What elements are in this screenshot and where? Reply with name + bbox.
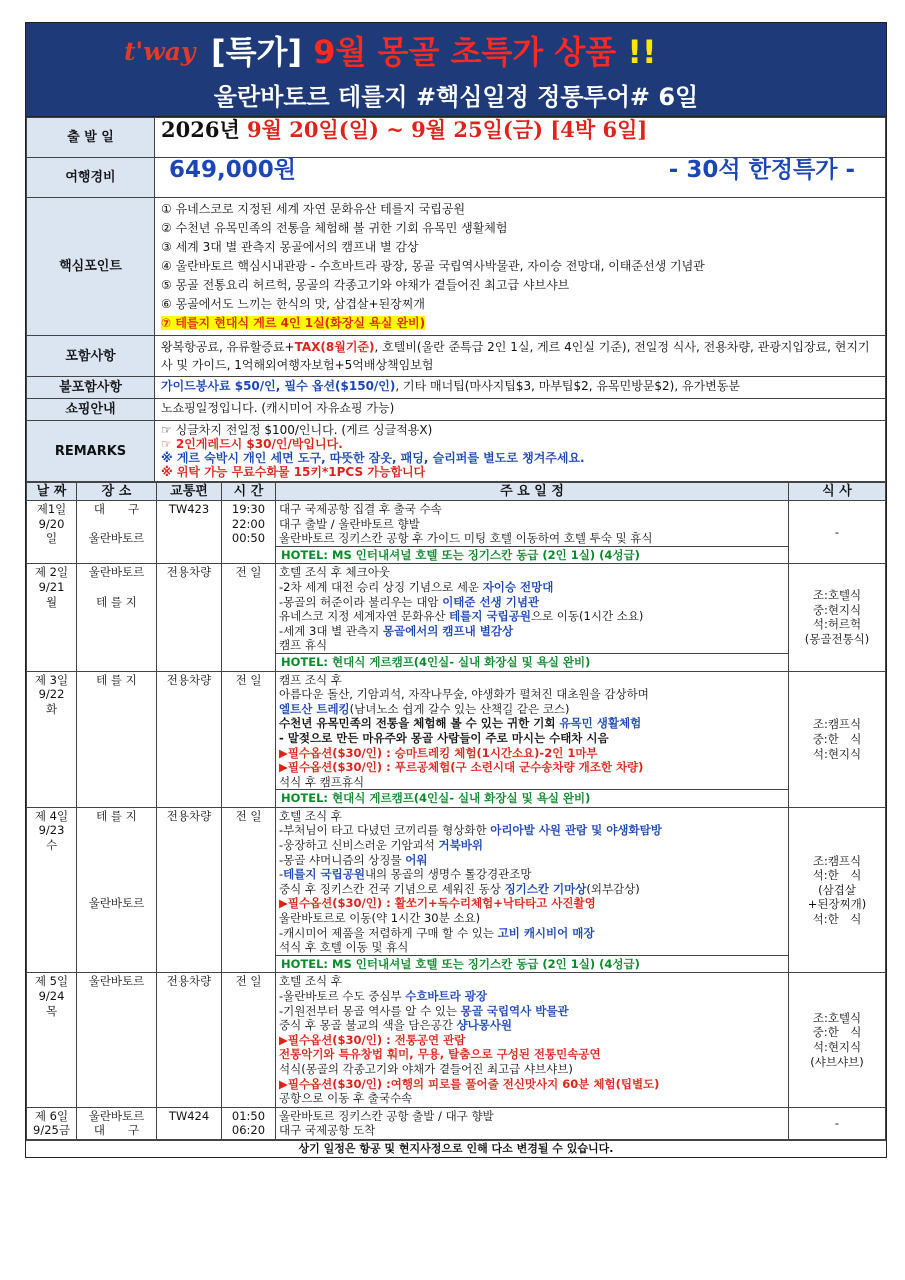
day-date: 제 2일 9/21 월 [27,564,77,671]
itinerary-line: 호텔 조식 후 [279,808,342,823]
day-itinerary [276,501,789,564]
departure-year: 2026년 [161,117,240,142]
place-highlight: 징기스칸 기마상 [504,881,587,896]
itinerary-line: 엘트산 트레킹(남녀노소 쉽게 갈수 있는 산책길 같은 코스) [279,701,570,716]
day-date: 제 5일 9/24 목 [27,973,77,1107]
day-itinerary [276,807,789,973]
day-meal: - [789,501,886,564]
day-meal: 조:캠프식 석:한 식 (삼겹살 +된장찌개) 석:한 식 [789,807,886,973]
excluded-label: 불포함사항 [27,377,155,399]
day-place: 테 를 지 울란바토르 [77,807,157,973]
itinerary-line: 캠프 조식 후 [279,672,342,687]
tway-logo: t'way [124,37,196,66]
itinerary-line: 석식 후 캠프휴식 [279,774,365,789]
itinerary-line: -캐시미어 제품을 저렴하게 구매 할 수 있는 고비 캐시비어 매장 [279,925,595,940]
day-place: 테 를 지 [77,671,157,807]
place-highlight: 거북바위 [438,838,483,853]
shopping-label: 쇼핑안내 [27,399,155,421]
place-highlight: 아리아발 사원 관람 및 야생화탐방 [490,823,662,838]
schedule-row [27,671,886,807]
place-highlight: 테를지 국립공원 [449,609,531,624]
itinerary-line: 호텔 조식 후 체크아웃 [279,565,390,580]
points-highlight: ⑦ 테를지 현대식 게르 4인 1실(화장실 욕실 완비) [161,316,426,330]
itinerary-line: -기원전부터 몽골 역사를 알 수 있는 몽골 국립역사 박물관 [279,1003,569,1018]
included-text [155,336,886,377]
place-highlight: 엘트산 트레킹 [279,701,350,716]
day-time: 전 일 [222,807,276,973]
itinerary-line: 아름다운 돌산, 기암괴석, 자작나무숲, 야생화가 펼쳐진 대초원을 감상하며 [279,687,649,702]
itinerary-line: -세계 3대 별 관측지 몽골에서의 캠프내 별감상 [279,623,514,638]
points-label: 핵심포인트 [27,198,155,336]
itinerary-line: -몽골의 허준이라 불리우는 대암 이태준 선생 기념관 [279,594,540,609]
departure-dates [155,118,886,158]
itinerary-line: 전통악기와 특유창법 훠미, 무용, 탈춤으로 구성된 전통민속공연 [279,1047,601,1062]
day-place: 울란바토르 [77,973,157,1107]
itinerary-line: -웅장하고 신비스러운 기암괴석 거북바위 [279,838,483,853]
itinerary-line: 유네스코 지정 세계자연 문화유산 테를지 국립공원으로 이동(1시간 소요) [279,609,644,624]
schedule-row [27,1107,886,1139]
itinerary-line: 중식 후 징키스칸 건국 기념으로 세워진 동상 징기스칸 기마상(외부감상) [279,881,640,896]
itinerary-line: 수천년 유목민족의 전통을 체험해 볼 수 있는 귀한 기회 유목민 생활체험 [279,716,642,731]
point-item: ① 유네스코로 지정된 세계 자연 문화유산 테를지 국립공원 [161,202,466,216]
day-itinerary [276,973,789,1107]
schedule-row [27,807,886,973]
points-list [155,198,886,336]
footer-note: 상기 일정은 항공 및 현지사정으로 인해 다소 변경될 수 있습니다. [26,1140,886,1157]
hotel-line: HOTEL: 현대식 게르캠프(4인실- 실내 화장실 및 욕실 완비) [276,789,788,807]
itinerary-line: - 말젖으로 만든 마유주와 몽골 사람들이 주로 마시는 수태차 시음 [279,730,609,745]
day-transport: TW424 [157,1107,222,1139]
included-tax: TAX(8월기준) [294,340,375,354]
headline [211,27,657,73]
day-time: 01:50 06:20 [222,1107,276,1139]
hotel-line: HOTEL: 현대식 게르캠프(4인실- 실내 화장실 및 욕실 완비) [276,653,788,671]
itinerary-line: 대구 국제공항 도착 [279,1123,376,1138]
schedule-header: 장 소 [77,483,157,501]
point-item: ④ 울란바토르 핵심시내관광 - 수흐바트라 광장, 몽골 국립역사박물관, 자이승 전망대, 이태준선생 기념관 [161,259,705,273]
schedule-row [27,973,886,1107]
schedule-row [27,501,886,564]
itinerary-line: ▶필수옵션($30/인) : 푸르공체험(구 소련시대 군수송차량 개조한 차량) [279,760,644,775]
itinerary-line: 호텔 조식 후 [279,974,342,989]
place-highlight: 고비 캐시비어 매장 [497,925,595,940]
included-label: 포함사항 [27,336,155,377]
itinerary-line: 중식 후 몽골 불교의 색을 담은공간 샹나몽사원 [279,1018,513,1033]
hotel-line: HOTEL: MS 인터내셔널 호텔 또는 징기스칸 동급 (2인 1실) (4성급) [276,955,788,973]
day-place: 울란바토르 테 를 지 [77,564,157,671]
day-transport: TW423 [157,501,222,564]
schedule-table [26,482,886,1140]
day-meal: - [789,1107,886,1139]
headline-tag: [특가] [211,33,303,71]
day-date: 제 6일 9/25금 [27,1107,77,1139]
day-meal: 조:호텔식 중:한 식 석:현지식 (샤브샤브) [789,973,886,1107]
point-item: ③ 세계 3대 별 관측지 몽골에서의 캠프내 별 감상 [161,240,419,254]
itinerary-line: ▶필수옵션($30/인) : 전통공연 관람 [279,1032,466,1047]
day-date: 제 3일 9/22 화 [27,671,77,807]
day-meal: 조:호텔식 중:현지식 석:허르헉 (몽골전통식) [789,564,886,671]
day-time: 전 일 [222,564,276,671]
place-highlight: 테를지 국립공원 [283,867,365,882]
place-highlight: 어워 [405,852,428,867]
summary-table [26,117,886,482]
schedule-header: 시 간 [222,483,276,501]
itinerary-line: 석식 후 호텔 이동 및 휴식 [279,940,409,955]
itinerary-line: 캠프 휴식 [279,638,328,653]
place-highlight: 샹나몽사원 [456,1018,513,1033]
itinerary-line: -울란바토르 수도 중심부 수흐바트라 광장 [279,989,487,1003]
itinerary-line: 울란바토르로 이동(약 1시간 30분 소요) [279,911,481,926]
day-time: 전 일 [222,973,276,1107]
remark-3: ※ 게르 숙박시 개인 세면 도구, 따뜻한 잠옷, 패딩, 슬리퍼를 별도로 챙겨주세요. [161,451,585,465]
schedule-row [27,564,886,671]
place-highlight: 이태준 선생 기념관 [442,594,540,609]
price: 649,000원 [169,157,296,183]
schedule-header: 날 짜 [27,483,77,501]
shopping-text: 노쇼핑일정입니다. (캐시미어 자유쇼핑 가능) [155,399,886,421]
day-itinerary [276,1107,789,1139]
schedule-header: 주 요 일 정 [276,483,789,501]
day-transport: 전용차량 [157,564,222,671]
itinerary-line: 울란바토르 징키스칸 공항 후 가이드 미팅 호텔 이동하여 호텔 투숙 및 휴식 [279,531,653,546]
day-itinerary [276,671,789,807]
itinerary-line: -테를지 국립공원내의 몽골의 생명수 톨강경관조망 [279,867,532,882]
place-highlight: 수흐바트라 광장 [405,989,487,1003]
seat-limit: - 30석 한정특가 - [668,157,855,183]
headline-exclaim: !! [627,33,657,71]
hotel-line: HOTEL: MS 인터내셔널 호텔 또는 징기스칸 동급 (2인 1실) (4성급) [276,546,788,564]
itinerary-line: -2차 세계 대전 승리 상징 기념으로 세운 자이승 전망대 [279,579,554,594]
subtitle: 울란바토르 테를지 #핵심일정 정통투어# 6일 [213,83,699,111]
departure-label: 출 발 일 [27,118,155,158]
day-time: 19:30 22:00 00:50 [222,501,276,564]
included-pre: 왕복항공료, 유류할증료+ [161,340,295,354]
itinerary-line: 울란바토르 징키스칸 공항 출발 / 대구 향발 [279,1108,494,1123]
day-time: 전 일 [222,671,276,807]
day-place: 울란바토르 대 구 [77,1107,157,1139]
remarks-label: REMARKS [27,421,155,482]
point-item: ⑥ 몽골에서도 느끼는 한식의 맛, 삼겹살+된장찌개 [161,297,425,311]
itinerary-line: ▶필수옵션($30/인) : 승마트레킹 체험(1시간소요)-2인 1마부 [279,745,598,760]
schedule-header: 교통편 [157,483,222,501]
itinerary-line: 석식(몽골의 각종고기와 야채가 곁들어진 최고급 샤브샤브) [279,1061,573,1076]
point-item: ② 수천년 유목민족의 전통을 체험해 볼 귀한 기회 유목민 생활체험 [161,221,508,235]
point-item: ⑤ 몽골 전통요리 허르헉, 몽골의 각종고기와 야채가 곁들어진 최고급 샤브샤브 [161,278,570,292]
day-transport: 전용차량 [157,671,222,807]
place-highlight: 몽골 국립역사 박물관 [460,1003,569,1018]
day-transport: 전용차량 [157,807,222,973]
itinerary-line: 공항으로 이동 후 출국수속 [279,1091,413,1106]
remark-1: ☞ 싱글차지 전일정 $100/인니다. (게르 싱글적용X) [161,423,433,437]
day-date: 제1일 9/20 일 [27,501,77,564]
itinerary-sheet [25,22,887,1158]
day-transport: 전용차량 [157,973,222,1107]
itinerary-line: 대구 국제공항 집결 후 출국 수속 [279,502,442,516]
remark-4: ※ 위탁 가능 무료수화물 15키*1PCS 가능합니다 [161,465,426,479]
included-post: , 호텔비(울란 준특급 2인 1실, 게르 4인실 기준), 전일정 식사, 전용차량, 관광지입장료, 현지기사 및 가이드, 1억해외여행자보험+5억배상책임보험 [161,340,870,372]
schedule-header: 식 사 [789,483,886,501]
place-highlight: 자이승 전망대 [482,579,554,594]
itinerary-line: ▶필수옵션($30/인) :여행의 피로를 풀어줄 전신맛사지 60분 체험(팁별도) [279,1076,660,1091]
remark-2: ☞ 2인게레드시 $30/인/박입니다. [161,437,343,451]
day-place: 대 구 울란바토르 [77,501,157,564]
day-date: 제 4일 9/23 수 [27,807,77,973]
cost-label: 여행경비 [27,158,155,198]
itinerary-line: -부처님이 타고 다녔던 코끼리를 형상화한 아리아발 사원 관람 및 야생화탐방 [279,823,662,838]
excluded-bold: 가이드봉사료 $50/인, 필수 옵션($150/인) [161,379,396,393]
price-cell [155,158,886,198]
day-itinerary [276,564,789,671]
excluded-text [155,377,886,399]
remarks [155,421,886,482]
excluded-rest: , 기타 매너팁(마사지팁$3, 마부팁$2, 유목민방문$2), 유가변동분 [395,379,740,393]
place-highlight: 유목민 생활체험 [559,716,642,731]
itinerary-line: ▶필수옵션($30/인) : 활쏘기+독수리체험+낙타타고 사진촬영 [279,896,596,911]
day-meal: 조:캠프식 중:한 식 석:현지식 [789,671,886,807]
itinerary-line: -몽골 샤머니즘의 상징물 어워 [279,852,428,867]
title-banner [26,23,886,117]
headline-title: 9월 몽골 초특가 상품 [313,33,617,71]
place-highlight: 몽골에서의 캠프내 별감상 [382,623,514,638]
itinerary-line: 대구 출발 / 울란바토르 향발 [279,516,420,531]
departure-range: 9월 20일(일) ~ 9월 25일(금) [4박 6일] [247,117,648,142]
